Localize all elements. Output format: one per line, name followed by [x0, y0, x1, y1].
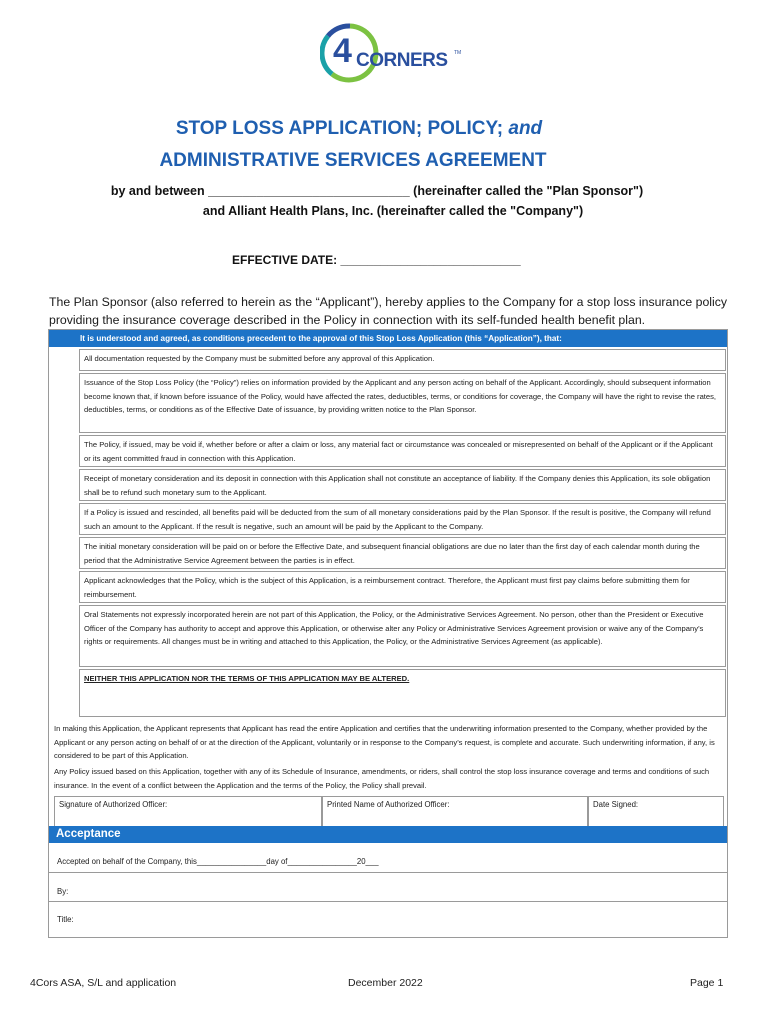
condition-item-bold	[79, 669, 726, 717]
condition-item: Oral Statements not expressly incorporated herein are not part of this Application, the Policy, or the Administrative Services Agreement. No person, other than the President or Executive Officer of the Company has authority to accept and approve this Application, or otherwise alter any Policy or Administrative Services Agreement provision or waive any of the Company’s rights or requirements. All changes must be in writing and attached to this Application, the Policy, or the Administrative Services Agreement (as applicable).	[79, 605, 726, 667]
document-title-line1	[0, 118, 744, 140]
condition-item: If a Policy is issued and rescinded, all benefits paid will be deducted from the sum of all monetary considerations paid by the Plan Sponsor. If the result is positive, the Company will refund such an amount to the Applicant. If the result is negative, such an amount will be paid by the Applicant to the Company.	[79, 503, 726, 535]
logo-trademark: TM	[454, 50, 462, 56]
date-signed-label: Date Signed:	[593, 800, 639, 809]
acceptance-header: Acceptance	[49, 826, 727, 843]
printed-name-field[interactable]	[322, 796, 588, 829]
by-field[interactable]: By:	[57, 887, 69, 896]
title-line1-text: STOP LOSS APPLICATION; POLICY;	[175, 118, 504, 139]
accepted-on-behalf-line[interactable]: Accepted on behalf of the Company, this________________day of________________20___	[57, 857, 379, 866]
representation-paragraph: In making this Application, the Applicant represents that Applicant has read the entire Application and certifies that the underwriting information presented to the Company, whether provided by the Applicant or any person acting on behalf of or at the direction of the Applicant, voluntarily or in response to the Company’s request, is complete and accurate. Such underwriting information, if any, is considered to be part of this Application.	[54, 724, 715, 761]
signature-row	[54, 796, 724, 829]
footer-date: December 2022	[348, 977, 423, 989]
condition-item: The Policy, if issued, may be void if, whether before or after a claim or loss, any material fact or circumstance was concealed or misrepresented on behalf of the Applicant or if the Applicant or its agent committed fraud in connection with this Application.	[79, 435, 726, 467]
application-box	[48, 329, 728, 938]
divider	[49, 872, 727, 873]
date-signed-field[interactable]	[588, 796, 724, 829]
signature-field[interactable]	[54, 796, 322, 829]
divider	[49, 901, 727, 902]
condition-item: Receipt of monetary consideration and its deposit in connection with this Application shall not constitute an acceptance of liability. If the Company denies this Application, its sole obligation shall be to refund such monetary sum to the Applicant.	[79, 469, 726, 501]
no-alteration-notice: NEITHER THIS APPLICATION NOR THE TERMS OF THIS APPLICATION MAY BE ALTERED.	[84, 674, 410, 683]
parties-line1: by and between _____________________________ (hereinafter called the "Plan Sponsor")	[110, 184, 644, 198]
intro-paragraph: The Plan Sponsor (also referred to herein as the “Applicant”), hereby applies to the Company for a stop loss insurance policy providing the insurance coverage described in the Policy in connection with its self-funded health benefit plan.	[49, 295, 728, 327]
effective-date-field[interactable]: EFFECTIVE DATE: ___________________________	[232, 253, 521, 267]
condition-item: Applicant acknowledges that the Policy, which is the subject of this Application, is a reimbursement contract. Therefore, the Applicant must first pay claims before submitting them for reimbursement.	[79, 571, 726, 603]
signature-label: Signature of Authorized Officer:	[59, 800, 168, 809]
printed-name-label: Printed Name of Authorized Officer:	[327, 800, 450, 809]
document-title-line2: ADMINISTRATIVE SERVICES AGREEMENT	[159, 150, 547, 171]
policy-control-paragraph: Any Policy issued based on this Application, together with any of its Schedule of Insurance, amendments, or riders, shall control the stop loss insurance coverage and terms and conditions of such insurance. In the event of a conflict between the Application and the terms of the Policy, the Policy shall prevail.	[54, 767, 710, 790]
condition-item: The initial monetary consideration will be paid on or before the Effective Date, and subsequent financial obligations are due no later than the first day of each calendar month during the period that the Administrative Service Agreement between the parties is in effect.	[79, 537, 726, 569]
condition-item: All documentation requested by the Company must be submitted before any approval of this Application.	[79, 349, 726, 371]
company-logo	[318, 20, 468, 86]
footer-left: 4Cors ASA, S/L and application	[30, 977, 177, 989]
title-field[interactable]: Title:	[57, 915, 74, 924]
title-line1-italic: and	[508, 118, 543, 139]
footer-page-number: Page 1	[690, 977, 724, 989]
logo-text: CORNERS	[356, 50, 448, 71]
condition-item: Issuance of the Stop Loss Policy (the “Policy”) relies on information provided by the Applicant and any person acting on behalf of the Applicant. Accordingly, should subsequent information become known that, if known before issuance of the Policy, would have affected the rates, deductibles, terms, or conditions for coverage, the Company will have the right to revise the rates, deductibles, terms, or conditions as of the Effective Date of issuance, by providing written notice to the Plan Sponsor.	[79, 373, 726, 433]
parties-line2: and Alliant Health Plans, Inc. (hereinafter called the "Company")	[202, 204, 584, 218]
conditions-header: It is understood and agreed, as conditions precedent to the approval of this Stop Loss Application (this “Application”), that:	[49, 330, 727, 347]
logo-numeral: 4	[333, 32, 352, 70]
